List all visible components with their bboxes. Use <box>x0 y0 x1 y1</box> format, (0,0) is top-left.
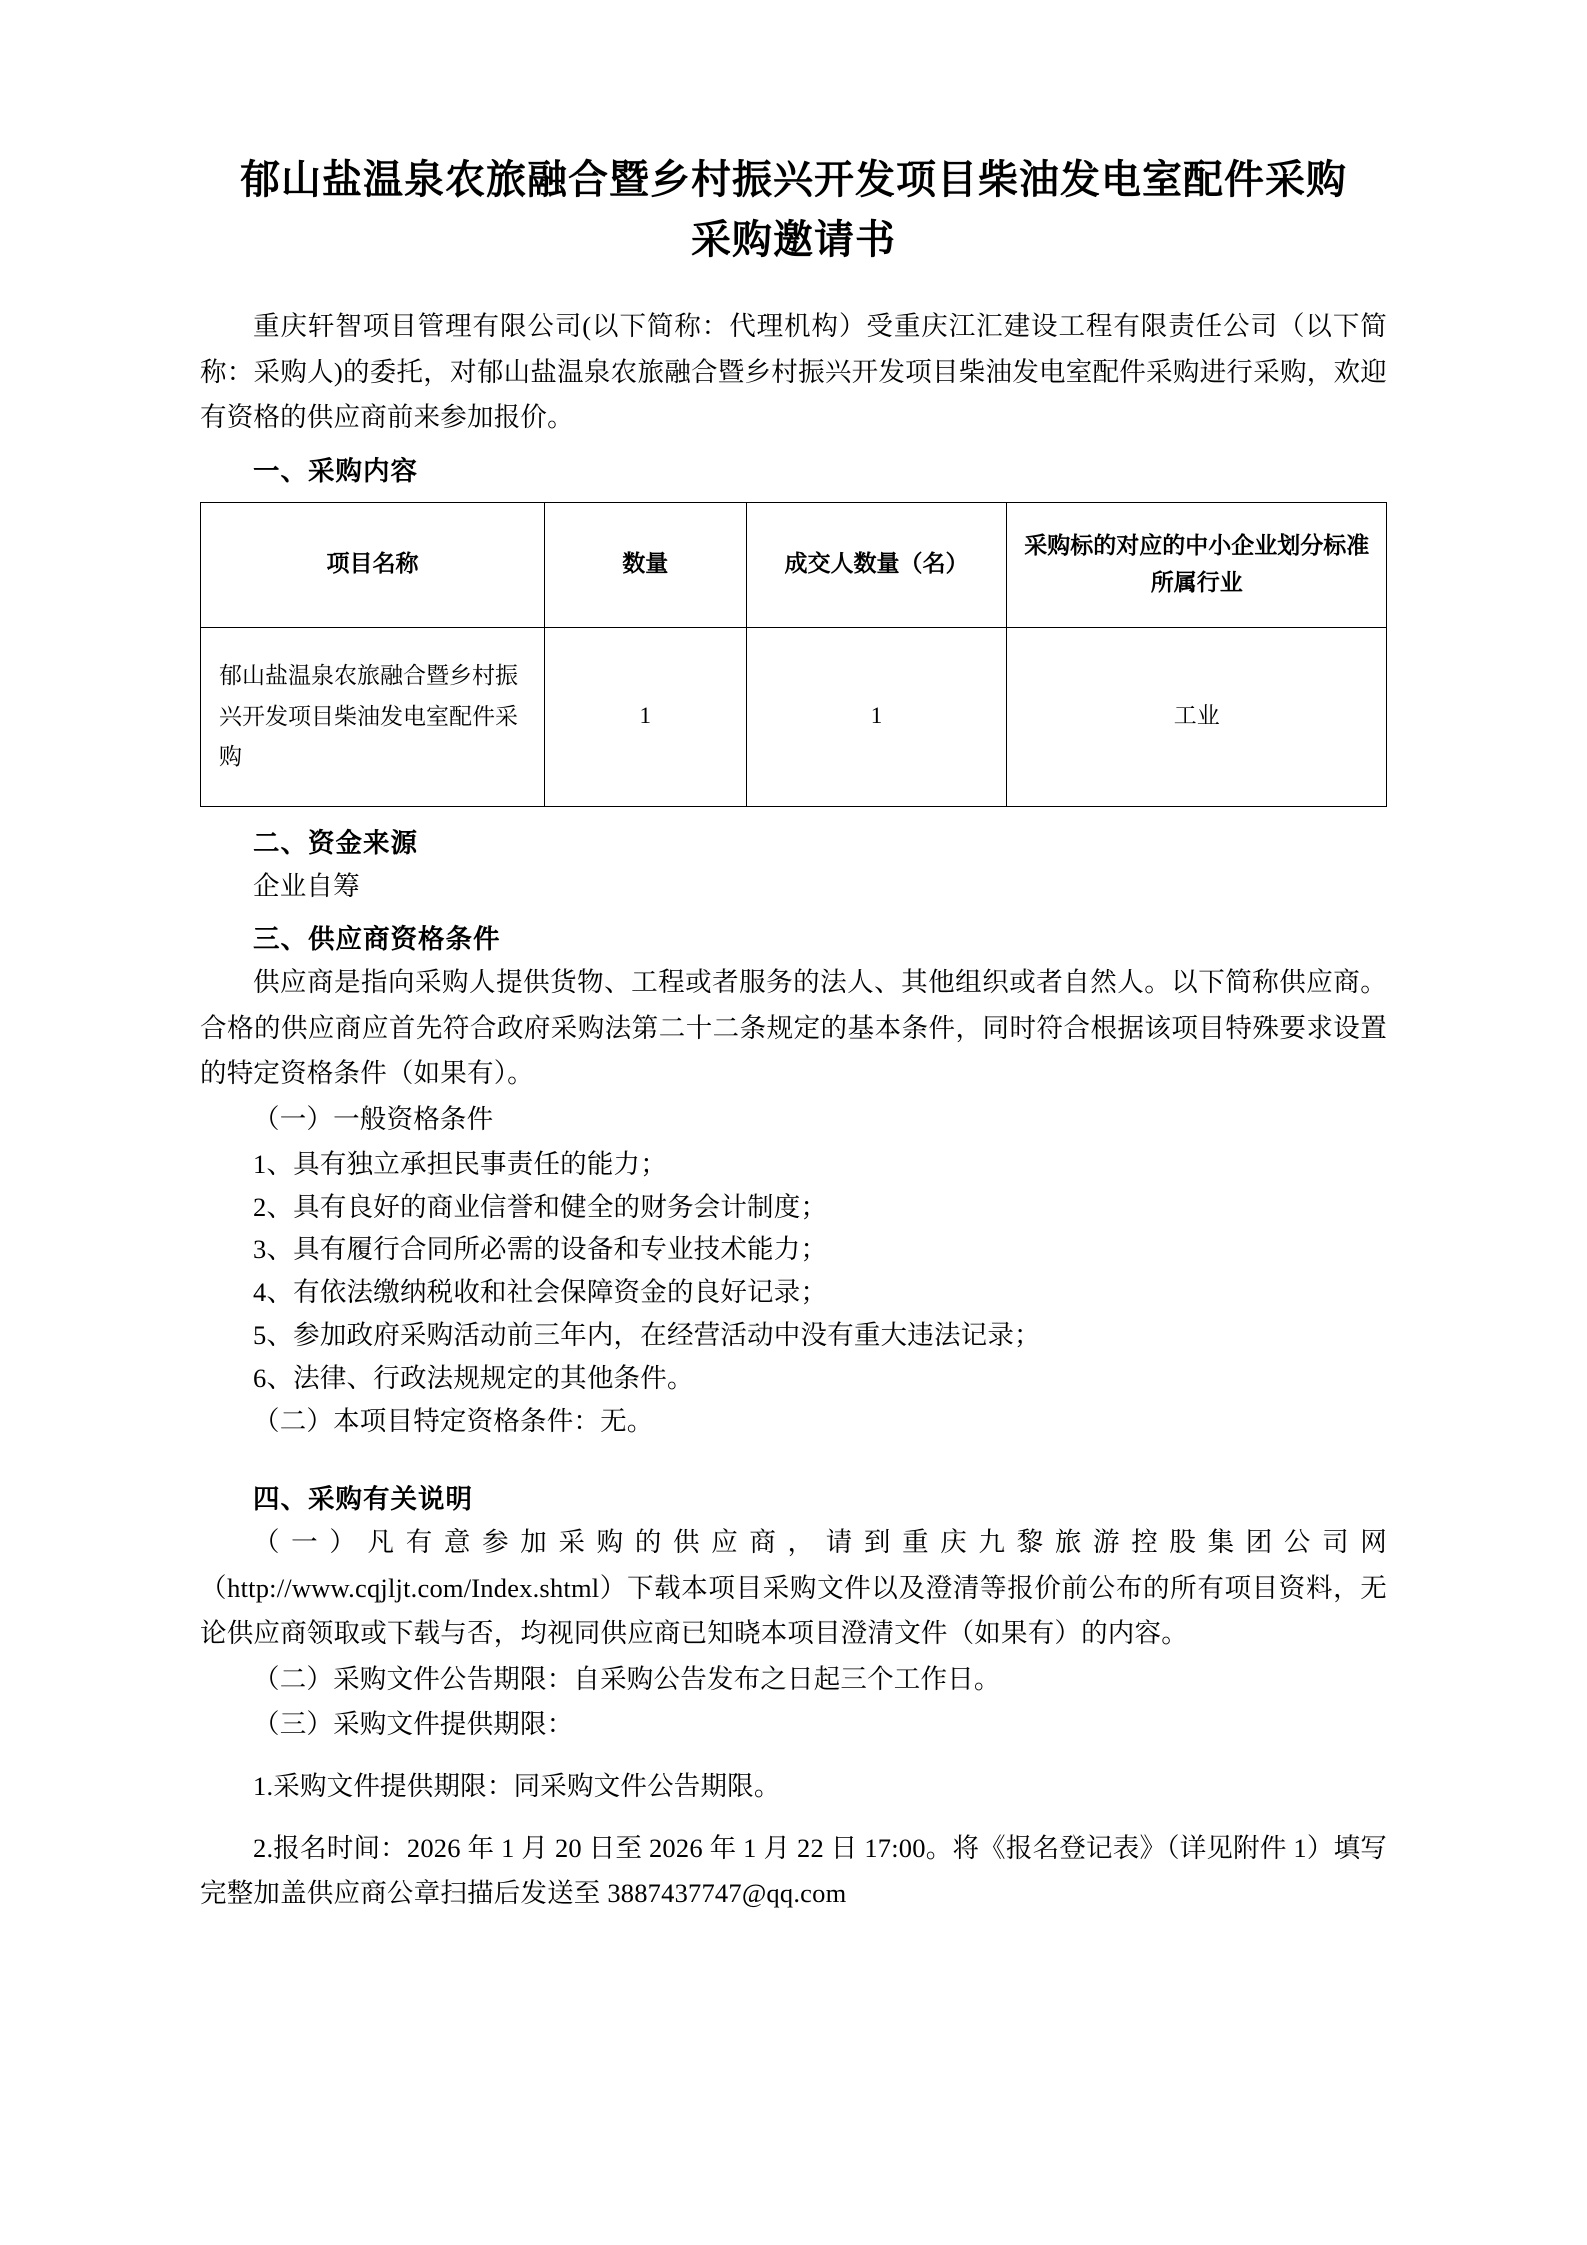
table-header-row <box>201 502 1387 627</box>
qualification-item: 1、具有独立承担民事责任的能力； <box>253 1148 667 1179</box>
procurement-note-announcement-period: （二）采购文件公告期限：自采购公告发布之日起三个工作日。 <box>253 1663 1001 1694</box>
cell-winner-count: 1 <box>746 627 1007 806</box>
supplier-qualifications-paragraph: 供应商是指向采购人提供货物、工程或者服务的法人、其他组织或者自然人。以下简称供应商。合格的供应商应首先符合政府采购法第二十二条规定的基本条件，同时符合根据该项目特殊要求设置的特定资格条件（如果有）。 <box>200 967 1387 1089</box>
procurement-content-table <box>200 502 1387 807</box>
procurement-note-document-period: （三）采购文件提供期限： <box>253 1709 574 1740</box>
section-heading-procurement-content: 一、采购内容 <box>253 455 418 487</box>
procurement-note-download: （一）凡有意参加采购的供应商，请到重庆九黎旅游控股集团公司网（http://www.cqjljt.com/Index.shtml）下载本项目采购文件以及澄清等报价前公布的所有项目资料，无论供应商领取或下载与否，均视同供应商已知晓本项目澄清文件（如果有）的内容。 <box>200 1527 1387 1649</box>
section-heading-procurement-notes: 四、采购有关说明 <box>253 1484 473 1516</box>
funding-source-body: 企业自筹 <box>253 870 360 901</box>
section-heading-supplier-qualifications: 三、供应商资格条件 <box>253 924 501 956</box>
procurement-note-registration-time: 2.报名时间：2026 年 1 月 20 日至 2026 年 1 月 22 日 17:00。将《报名登记表》（详见附件 1）填写完整加盖供应商公章扫描后发送至 3887437747@qq.com <box>200 1832 1387 1909</box>
page-title: 郁山盐温泉农旅融合暨乡村振兴开发项目柴油发电室配件采购采购邀请书 <box>240 156 1347 263</box>
specific-qualifications-subheading: （二）本项目特定资格条件：无。 <box>253 1406 654 1437</box>
table-header-project-name: 项目名称 <box>201 502 545 627</box>
section-heading-funding-source: 二、资金来源 <box>253 827 418 859</box>
table-header-quantity: 数量 <box>544 502 746 627</box>
cell-project-name: 郁山盐温泉农旅融合暨乡村振兴开发项目柴油发电室配件采购 <box>201 627 545 806</box>
cell-quantity: 1 <box>544 627 746 806</box>
table-header-winner-count: 成交人数量（名） <box>746 502 1007 627</box>
cell-industry: 工业 <box>1007 627 1387 806</box>
qualification-item: 4、有依法缴纳税收和社会保障资金的良好记录； <box>253 1277 828 1308</box>
procurement-note-document-period-detail: 1.采购文件提供期限：同采购文件公告期限。 <box>253 1770 781 1801</box>
qualification-item: 3、具有履行合同所必需的设备和专业技术能力； <box>253 1234 828 1265</box>
qualification-item: 2、具有良好的商业信誉和健全的财务会计制度； <box>253 1191 828 1222</box>
qualification-item: 6、法律、行政法规规定的其他条件。 <box>253 1363 694 1394</box>
intro-paragraph: 重庆轩智项目管理有限公司(以下简称：代理机构）受重庆江汇建设工程有限责任公司（以下简称：采购人)的委托，对郁山盐温泉农旅融合暨乡村振兴开发项目柴油发电室配件采购进行采购，欢迎有资格的供应商前来参加报价。 <box>200 311 1387 433</box>
qualification-item: 5、参加政府采购活动前三年内，在经营活动中没有重大违法记录； <box>253 1320 1041 1351</box>
table-row <box>201 627 1387 806</box>
general-qualifications-subheading: （一）一般资格条件 <box>253 1104 494 1135</box>
table-header-industry: 采购标的对应的中小企业划分标准所属行业 <box>1007 502 1387 627</box>
